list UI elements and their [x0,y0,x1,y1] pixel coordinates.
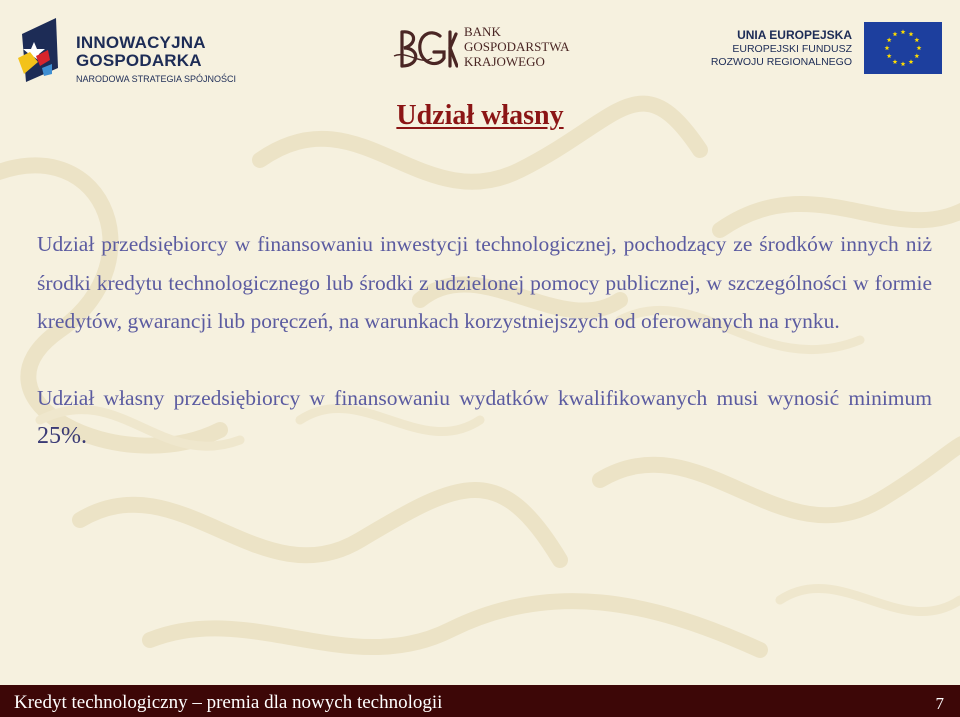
minimum-share-value: 25%. [37,423,87,449]
innowacyjna-gospodarka-mark-icon [18,16,68,86]
footer-text: Kredyt technologiczny – premia dla nowych technologii [14,692,443,713]
logo-ig-line2: GOSPODARKA [76,51,202,70]
logo-ig-line3: NARODOWA STRATEGIA SPÓJNOŚCI [76,74,237,84]
slide-title [0,100,960,132]
slide-title-text: Udział własny [396,100,564,131]
logo-eu-line1: UNIA EUROPEJSKA [737,28,852,42]
logo-bgk-line1: BANK [464,24,501,39]
slide-content [37,225,932,456]
paragraph-minimum-share-text: Udział własny przedsiębiorcy w finansowaniu wydatków kwalifikowanych musi wynosić minimum [37,385,932,410]
header [0,0,960,95]
eu-flag-icon [864,22,942,74]
logo-eu-line2: EUROPEJSKI FUNDUSZ [732,43,852,55]
paragraph-minimum-share [37,379,932,456]
bgk-logo [392,22,592,74]
footer-bar [0,685,960,717]
eu-logo [710,22,942,74]
logo-bgk-line2: GOSPODARSTWA [464,39,570,54]
page-number: 7 [935,694,944,713]
bgk-monogram-icon [392,26,458,70]
paragraph-definition: Udział przedsiębiorcy w finansowaniu inwestycji technologicznej, pochodzący ze środków innych niż środki kredytu technologicznego lub środki z udzielonej pomocy publicznej, w szczególności w formie kredytów, gwarancji lub poręczeń, na warunkach korzystniejszych od oferowanych na rynku. [37,232,932,333]
logo-eu-line3: ROZWOJU REGIONALNEGO [710,56,852,68]
innowacyjna-gospodarka-logo [18,16,238,86]
logo-bgk-line3: KRAJOWEGO [464,54,545,69]
logo-ig-line1: INNOWACYJNA [76,33,206,52]
